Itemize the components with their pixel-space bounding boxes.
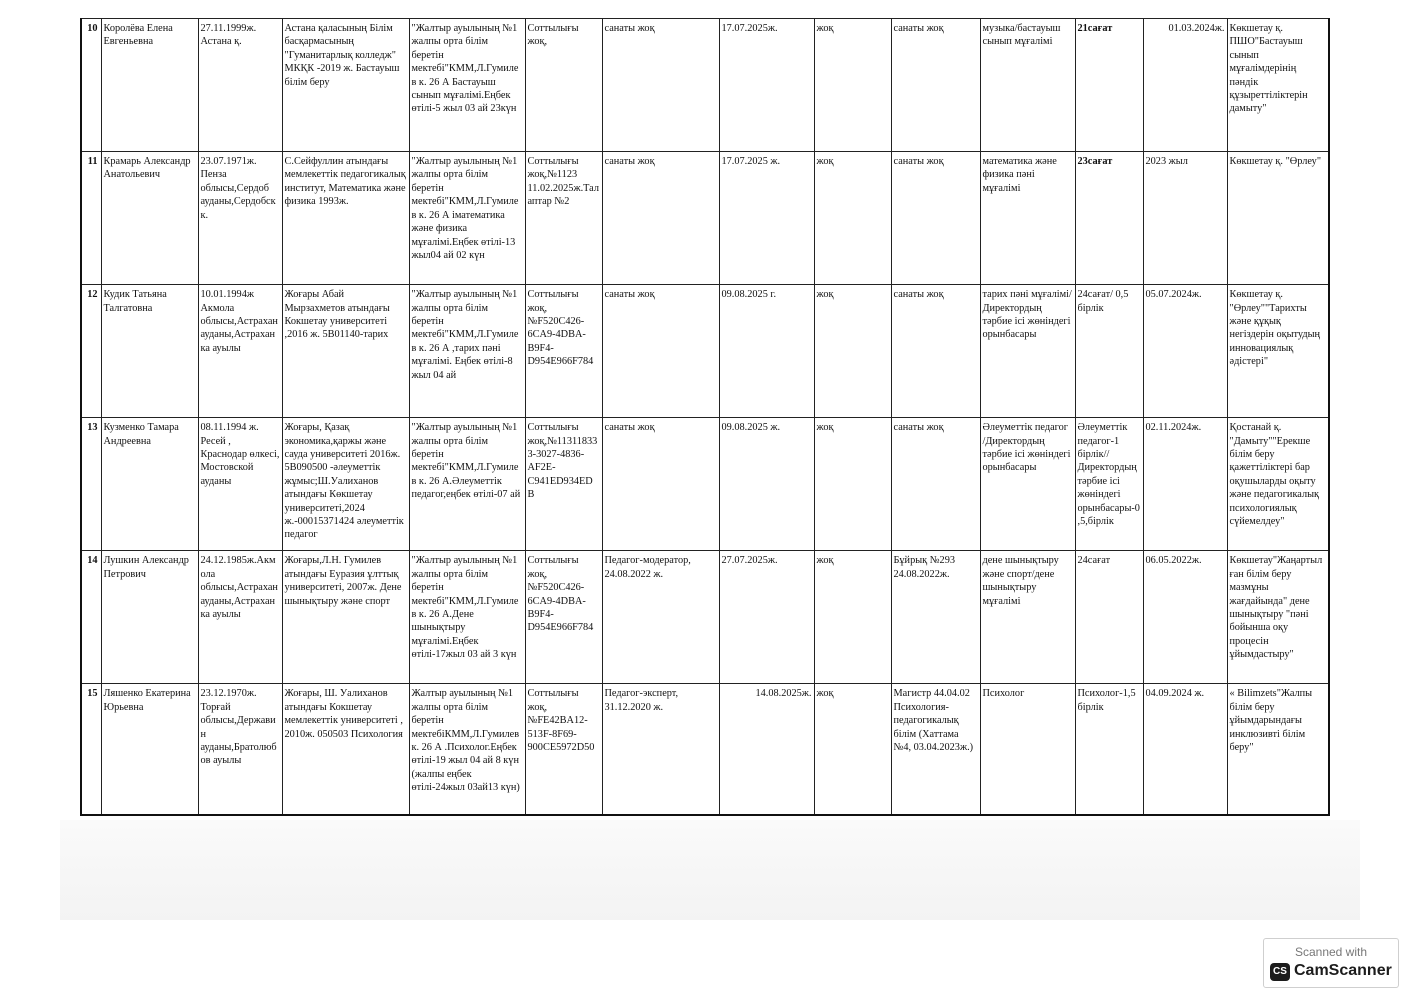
course-date: 06.05.2022ж. [1143,551,1227,684]
employee-name: Лушкин Александр Петрович [101,551,198,684]
criminal-record: Соттылығы жоқ, [525,19,602,152]
record-date: 17.07.2025ж. [719,19,814,152]
col10-value: Магистр 44.04.02 Психология-педагогикалық білім (Хаттама №4, 03.04.2023ж.) [891,684,980,815]
col9-value: жоқ [814,19,891,152]
workplace-info: "Жалтыр ауылының №1 жалпы орта білім беретін мектебі"КММ,Л.Гумилев к. 26 А іматематика және физика мұғалімі.Еңбек өтілі-13 жыл04 ай 02 күн [409,152,525,285]
course-date: 01.03.2024ж. [1143,19,1227,152]
hours-load: 21сағат [1075,19,1143,152]
course-date: 05.07.2024ж. [1143,285,1227,418]
hours-load: Психолог-1,5 бірлік [1075,684,1143,815]
record-date: 14.08.2025ж. [719,684,814,815]
category-info: санаты жоқ [602,152,719,285]
birth-info: 10.01.1994ж Акмола облысы,Астрахан ауданы,Астрахан ка ауылы [198,285,282,418]
hours-load: 24сағат [1075,551,1143,684]
education-info: Жоғары, Ш. Уалиханов атындағы Кокшетау мемлекеттік университеті , 2010ж. 050503 Психология [282,684,409,815]
criminal-record: Соттылығы жоқ,№11311833 3-3027-4836-AF2E-C941ED934EDB [525,418,602,551]
record-date: 17.07.2025 ж. [719,152,814,285]
position-info: математика және физика пәні мұғалімі [980,152,1075,285]
row-number: 12 [81,285,101,418]
col10-value: санаты жоқ [891,418,980,551]
education-info: Астана қаласының Білім басқармасының "Гуманитарлық колледж" МКҚК -2019 ж. Бастауыш білім беру [282,19,409,152]
col9-value: жоқ [814,551,891,684]
col9-value: жоқ [814,684,891,815]
employee-name: Королёва Елена Евгеньевна [101,19,198,152]
category-info: Педагог-эксперт, 31.12.2020 ж. [602,684,719,815]
col10-value: санаты жоқ [891,152,980,285]
staff-table [80,18,1330,816]
position-info: Әлеуметтік педагог /Директордың тәрбие ісі жөніндегі орынбасары [980,418,1075,551]
position-info: музыка/бастауыш сынып мұғалімі [980,19,1075,152]
course-info: Көкшетау қ. "Өрлеу""Тарихты және құқық негіздерін оқытудың инновациялық әдістері" [1227,285,1329,418]
birth-info: 23.12.1970ж. Торғай облысы,Державин ауданы,Братолюбов ауылы [198,684,282,815]
col9-value: жоқ [814,418,891,551]
criminal-record: Соттылығы жоқ,№F520C426-6CA9-4DBA-B9F4-D954E966F784 [525,551,602,684]
education-info: Жоғары Абай Мырзахметов атындағы Кокшетау университеті ,2016 ж. 5В01140-тарих [282,285,409,418]
table-row [81,551,1329,684]
hours-load: 23сағат [1075,152,1143,285]
course-date: 04.09.2024 ж. [1143,684,1227,815]
col10-value: санаты жоқ [891,285,980,418]
row-number: 13 [81,418,101,551]
category-info: санаты жоқ [602,19,719,152]
workplace-info: Жалтыр ауылының №1 жалпы орта білім беретін мектебіКММ,Л.Гумилев к. 26 А .Психолог.Еңбек өтілі-19 жыл 04 ай 8 күн (жалпы еңбек өтілі-24жыл 03ай13 күн) [409,684,525,815]
table-row [81,19,1329,152]
workplace-info: "Жалтыр ауылының №1 жалпы орта білім беретін мектебі"КММ,Л.Гумилев к. 26 А ,тарих пәні мұғалімі. Еңбек өтілі-8 жыл 04 ай [409,285,525,418]
criminal-record: Соттылығы жоқ,№1123 11.02.2025ж.Тал аптар №2 [525,152,602,285]
category-info: Педагог-модератор, 24.08.2022 ж. [602,551,719,684]
education-info: С.Сейфуллин атындағы мемлекеттік педагогикалық институт, Математика және физика 1993ж. [282,152,409,285]
camscanner-badge [1263,938,1399,988]
course-info: Көкшетау қ. "Өрлеу" [1227,152,1329,285]
employee-name: Кудик Татьяна Талгатовна [101,285,198,418]
scan-shadow [60,820,1360,920]
course-info: Көкшетау"Жаңартылған білім беру мазмұны жағдайында" дене шынықтыру "пәні бойынша оқу процесін ұйымдастыру" [1227,551,1329,684]
course-info: Көкшетау қ. ПШО"Бастауыш сынып мұғалімдерінің пәндік құзыреттіліктерін дамыту" [1227,19,1329,152]
row-number: 14 [81,551,101,684]
course-info: « Bilimzets"Жалпы білім беру ұйымдарындағы инклюзивті білім беру" [1227,684,1329,815]
record-date: 09.08.2025 г. [719,285,814,418]
table-row [81,418,1329,551]
course-info: Қостанай қ. "Дамыту""Ерекше білім беру қажеттіліктері бар оқушыларды оқыту және педагогикалық психологиялық сүйемелдеу" [1227,418,1329,551]
table-row [81,152,1329,285]
criminal-record: Соттылығы жоқ,№FE42BA12-513F-8F69-900CE5972D50 [525,684,602,815]
hours-load: 24сағат/ 0,5 бірлік [1075,285,1143,418]
camscanner-logo-icon: CS [1270,963,1290,981]
birth-info: 24.12.1985ж.Акмола облысы,Астрахан ауданы,Астрахан ка ауылы [198,551,282,684]
row-number: 11 [81,152,101,285]
row-number: 10 [81,19,101,152]
birth-info: 27.11.1999ж. Астана қ. [198,19,282,152]
col9-value: жоқ [814,152,891,285]
position-info: тарих пәні мұғалімі/Директордың тәрбие ісі жөніндегі орынбасары [980,285,1075,418]
employee-name: Кузменко Тамара Андреевна [101,418,198,551]
record-date: 27.07.2025ж. [719,551,814,684]
course-date: 02.11.2024ж. [1143,418,1227,551]
workplace-info: "Жалтыр ауылының №1 жалпы орта білім беретін мектебі"КММ,Л.Гумилев к. 26 А.Әлеуметтік педагог,еңбек өтілі-07 ай [409,418,525,551]
category-info: санаты жоқ [602,418,719,551]
education-info: Жоғары,Л.Н. Гумилев атындағы Еуразия ұлттық университеті, 2007ж. Дене шынықтыру және спорт [282,551,409,684]
col10-value: санаты жоқ [891,19,980,152]
workplace-info: "Жалтыр ауылының №1 жалпы орта білім беретін мектебі"КММ,Л.Гумилев к. 26 А.Дене шынықтыру мұғалімі.Еңбек өтілі-17жыл 03 ай 3 күн [409,551,525,684]
hours-load: Әлеуметтік педагог-1 бірлік//Директордың тәрбие ісі жөніндегі орынбасары-0,5,бірлік [1075,418,1143,551]
record-date: 09.08.2025 ж. [719,418,814,551]
criminal-record: Соттылығы жоқ,№F520C426-6CA9-4DBA-B9F4-D954E966F784 [525,285,602,418]
employee-name: Крамарь Александр Анатольевич [101,152,198,285]
birth-info: 23.07.1971ж. Пенза облысы,Сердоб ауданы,Сердобск к. [198,152,282,285]
education-info: Жоғары, Қазақ экономика,қаржы және сауда университеті 2016ж. 5В090500 -әлеуметтік жұмыс;Ш.Уалиханов атындағы Көкшетау университеті,2024 ж.-00015371424 әлеуметтік педагог [282,418,409,551]
col9-value: жоқ [814,285,891,418]
birth-info: 08.11.1994 ж. Ресей , Краснодар өлкесі, Мостовской ауданы [198,418,282,551]
employee-name: Ляшенко Екатерина Юрьевна [101,684,198,815]
course-date: 2023 жыл [1143,152,1227,285]
table-row [81,285,1329,418]
badge-brand: CamScanner [1294,962,1392,979]
position-info: Психолог [980,684,1075,815]
position-info: дене шынықтыру және спорт/дене шынықтыру мұғалімі [980,551,1075,684]
badge-caption: Scanned with [1294,945,1368,959]
row-number: 15 [81,684,101,815]
col10-value: Бұйрық №293 24.08.2022ж. [891,551,980,684]
category-info: санаты жоқ [602,285,719,418]
workplace-info: "Жалтыр ауылының №1 жалпы орта білім беретін мектебі"КММ,Л.Гумилев к. 26 А Бастауыш сынып мұғалімі.Еңбек өтілі-5 жыл 03 ай 23күн [409,19,525,152]
table-row [81,684,1329,815]
